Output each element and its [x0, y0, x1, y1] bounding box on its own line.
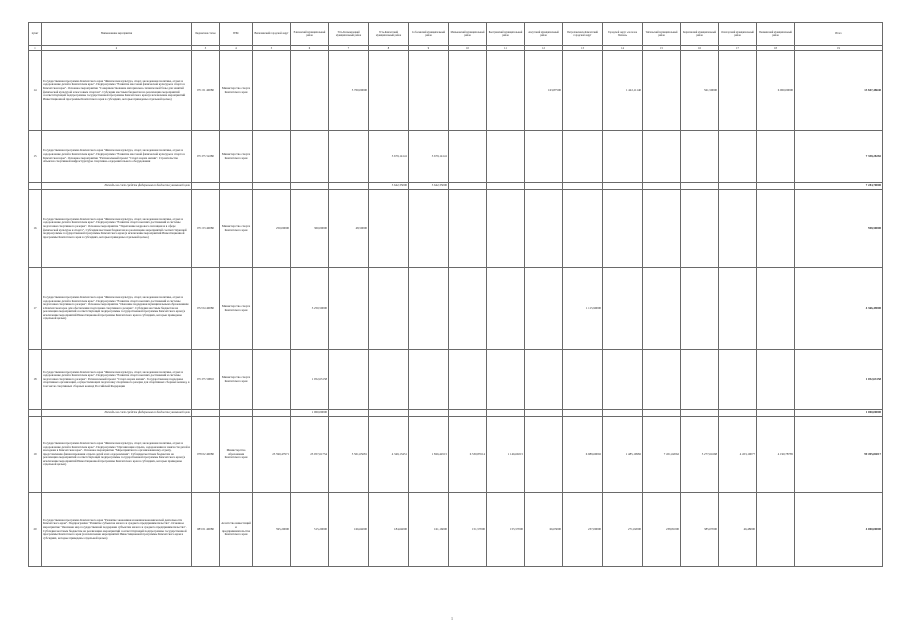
amount-cell	[369, 190, 409, 268]
description-cell: Государственная программа Камчатского края "Физическая культура, спорт, молодежная политика, отдых и оздоровление детей в Камчатском крае". Подпрограмма "Развитие спорта высших достижений и системы подготовки спортивного резерва". Основное мероприятие "Оказание поддержки муниципальным образованиям в Камчатском крае для обеспечения подготовки спортивного резерва". Субсидии местным бюджетам на реализацию мероприятий соответствующей подпрограммы государственной программы Камчатского края (в исключение мероприятий Инвестиционной программы Камчатского края в субсидиях, которые приведены отдельной целью)	[42, 268, 192, 350]
budget-code-cell: 078 02 40080	[192, 417, 220, 493]
amount-cell: 1 052,63158	[291, 350, 329, 410]
column-header: Быстринский муниципальный район	[487, 23, 525, 46]
amount-cell	[603, 268, 643, 350]
column-header: Итого	[795, 23, 883, 46]
column-header: Мильковский муниципальный район	[449, 23, 487, 46]
column-number: 1	[29, 46, 42, 51]
column-header: ГРБС	[220, 23, 253, 46]
amount-cell: 1 826,44515	[409, 417, 449, 493]
total-cell: 7 358,28282	[795, 131, 883, 183]
row-number-cell: 17	[29, 268, 42, 350]
amount-cell	[681, 410, 719, 417]
amount-cell	[757, 190, 795, 268]
amount-cell: 1 485,19982	[603, 417, 643, 493]
amount-cell	[643, 268, 681, 350]
grbs-cell	[220, 410, 253, 417]
amount-cell: 300,00000	[291, 190, 329, 268]
amount-cell	[291, 51, 329, 131]
amount-cell: 5 277,61668	[681, 417, 719, 493]
total-cell: 4 000,00000	[795, 493, 883, 567]
budget-code-cell: 071 03 40080	[192, 190, 220, 268]
amount-cell	[563, 410, 603, 417]
header-row	[29, 23, 883, 46]
amount-cell	[409, 190, 449, 268]
amount-cell: 5 501,65681	[329, 417, 369, 493]
amount-cell	[681, 350, 719, 410]
amount-cell	[757, 131, 795, 183]
amount-cell: 237,09000	[563, 493, 603, 567]
total-cell: 7 284,70000	[795, 183, 883, 190]
column-number: 15	[643, 46, 681, 51]
table-row	[29, 493, 883, 567]
row-number-cell: 19	[29, 417, 42, 493]
page-number: 1	[451, 616, 453, 621]
column-number: 14	[603, 46, 643, 51]
grbs-cell: Агентство инвестиций и предпринимательства Камчатского края	[220, 493, 253, 567]
column-number: 16	[681, 46, 719, 51]
amount-cell: 161,16000	[409, 493, 449, 567]
column-header: Бюджетная статья	[192, 23, 220, 46]
amount-cell	[409, 410, 449, 417]
column-number: 13	[563, 46, 603, 51]
amount-cell: 23 057,61754	[291, 417, 329, 493]
amount-cell	[525, 410, 563, 417]
amount-cell	[563, 183, 603, 190]
amount-cell	[409, 350, 449, 410]
column-header: Олюторский муниципальный район	[719, 23, 757, 46]
grbs-cell: Министерство спорта Камчатского края	[220, 51, 253, 131]
amount-cell: 6 989,69092	[563, 417, 603, 493]
grbs-cell: Министерство спорта Камчатского края	[220, 350, 253, 410]
amount-cell	[603, 410, 643, 417]
amount-cell: 155,57000	[487, 493, 525, 567]
row-number-cell: 14	[29, 51, 42, 131]
amount-cell	[487, 183, 525, 190]
total-cell: 598,50000	[795, 190, 883, 268]
column-number: 10	[449, 46, 487, 51]
amount-cell	[449, 51, 487, 131]
description-cell: Государственная программа Камчатского края "Физическая культура, спорт, молодежная политика, отдых и оздоровление детей в Камчатском крае". Подпрограмма "Организация отдыха, оздоровления и занятости детей и молодежи в Камчатском крае". Основное мероприятие "Мероприятия по организованному отдыху, представлению финансирования отдыха детей и их оздоровления". Субсидии местным бюджетам на реализацию мероприятий соответствующей подпрограммы государственной программы Камчатского края (в исключение мероприятий Инвестиционной программы Камчатского края в субсидиях, которые приведены отдельной целью)	[42, 417, 192, 493]
amount-cell: 46,48000	[719, 493, 757, 567]
column-number: 8	[369, 46, 409, 51]
amount-cell	[563, 131, 603, 183]
description-cell: Государственная программа Камчатского края "Физическая культура, спорт, молодежная политика, отдых и оздоровление детей в Камчатском крае". Подпрограмма "Развитие спорта высших достижений и системы подготовки спортивного резерва". Основное мероприятие "Укрепление кадрового потенциала в сфере физической культуры и спорта". Субсидии местным бюджетам на реализацию мероприятий соответствующей подпрограммы государственной программы Камчатского края (в исключение мероприятий Инвестиционной программы Камчатского края в субсидиях, которые приведены отдельной целью)	[42, 190, 192, 268]
column-header: Вилючинский городской округ	[253, 23, 291, 46]
column-number: 4	[220, 46, 253, 51]
amount-cell	[603, 183, 643, 190]
amount-cell	[525, 190, 563, 268]
amount-cell: 271,02000	[603, 493, 643, 567]
amount-cell: 184,64000	[369, 493, 409, 567]
amount-cell	[719, 410, 757, 417]
grbs-cell: Министерство образования Камчатского края	[220, 417, 253, 493]
amount-cell	[329, 183, 369, 190]
column-header: пункт	[29, 23, 42, 46]
amount-cell	[329, 350, 369, 410]
column-number: 17	[719, 46, 757, 51]
amount-cell	[757, 350, 795, 410]
amount-cell: 66,03000	[525, 493, 563, 567]
amount-cell: 4 453,19077	[719, 417, 757, 493]
amount-cell	[253, 350, 291, 410]
amount-cell: 1 146,60215	[487, 417, 525, 493]
amount-cell	[719, 190, 757, 268]
column-number: 6	[291, 46, 329, 51]
budget-code-cell: 071 P5 50810	[192, 350, 220, 410]
column-number: 12	[525, 46, 563, 51]
amount-cell	[329, 131, 369, 183]
amount-cell: 3 642,35000	[369, 183, 409, 190]
amount-cell	[681, 183, 719, 190]
amount-cell: 250,00000	[253, 190, 291, 268]
amount-cell	[757, 410, 795, 417]
amount-cell: 151,57000	[449, 493, 487, 567]
amount-cell	[369, 410, 409, 417]
budget-code-cell: 071 01 40080	[192, 51, 220, 131]
amount-cell: 561,50000	[681, 51, 719, 131]
amount-cell	[253, 131, 291, 183]
amount-cell	[643, 51, 681, 131]
amount-cell: 6 530,83514	[449, 417, 487, 493]
table-row	[29, 350, 883, 410]
grbs-cell: Министерство спорта Камчатского края	[220, 268, 253, 350]
amount-cell	[369, 51, 409, 131]
amount-cell	[253, 268, 291, 350]
amount-cell: 23 590,47971	[253, 417, 291, 493]
budget-code-cell	[192, 410, 220, 417]
amount-cell	[525, 183, 563, 190]
amount-cell: 3 679,14141	[369, 131, 409, 183]
amount-cell	[253, 51, 291, 131]
amount-cell: 515,20000	[291, 493, 329, 567]
column-header: Тигильский муниципальный район	[643, 23, 681, 46]
column-number: 5	[253, 46, 291, 51]
amount-cell	[409, 268, 449, 350]
amount-cell	[449, 410, 487, 417]
amount-cell	[525, 268, 563, 350]
amount-cell: 1 000,00000	[291, 410, 329, 417]
amount-cell: 3 250,50000	[291, 268, 329, 350]
grbs-cell	[220, 183, 253, 190]
subtotal-row	[29, 410, 883, 417]
amount-cell: 163,87500	[525, 51, 563, 131]
description-cell: Государственная программа Камчатского края "Физическая культура, спорт, молодежная политика, отдых и оздоровление детей в Камчатском крае". Подпрограмма "Развитие массовой физической культуры и спорта в Камчатском крае". Основное мероприятие "Совершенствование материально-технической базы для занятий физической культурой и массовым спортом". Субсидии местным бюджетам на реализацию мероприятий соответствующей подпрограммы государственной программы Камчатского края (в исключение мероприятий Инвестиционной программы Камчатского края в субсидиях, которые приведены отдельной целью)	[42, 51, 192, 131]
amount-cell	[719, 350, 757, 410]
row-number-cell	[29, 183, 42, 190]
subtotal-label: Расходы за счет средств федерального бюджета указанной цели	[42, 183, 192, 190]
column-number: 2	[42, 46, 192, 51]
row-number-cell: 15	[29, 131, 42, 183]
table-row	[29, 51, 883, 131]
total-cell: 1 000,00000	[795, 410, 883, 417]
column-number: 18	[757, 46, 795, 51]
amount-cell	[449, 131, 487, 183]
description-cell: Государственная программа Камчатского края "Развитие экономики и внешнеэкономической деятельности Камчатского края". Подпрограмма "Развитие субъектов малого и среднего предпринимательства". Основное мероприятие "Оказание мер государственной поддержки субъектам малого и среднего предпринимательства". Субсидии местным бюджетам на реализацию мероприятий соответствующей подпрограммы государственной программы Камчатского края (в исключение мероприятий Инвестиционной программы Камчатского края в субсидиях, которые приведены отдельной целью)	[42, 493, 192, 567]
table-row	[29, 131, 883, 183]
amount-cell	[369, 268, 409, 350]
amount-cell: 3 679,14141	[409, 131, 449, 183]
budget-code-cell: 071 P5 52280	[192, 131, 220, 183]
amount-cell: 1 115,99000	[563, 268, 603, 350]
budget-code-cell: 083 01 40080	[192, 493, 220, 567]
amount-cell	[719, 268, 757, 350]
grbs-cell: Министерство спорта Камчатского края	[220, 131, 253, 183]
amount-cell: 1 422,11140	[603, 51, 643, 131]
budget-table-sheet	[28, 22, 880, 567]
amount-cell: 6 000,00000	[757, 51, 795, 131]
total-cell: 99 495,84017	[795, 417, 883, 493]
column-number: 3	[192, 46, 220, 51]
amount-cell	[643, 183, 681, 190]
total-cell: 4 366,49000	[795, 268, 883, 350]
amount-cell	[563, 350, 603, 410]
amount-cell	[525, 131, 563, 183]
amount-cell	[563, 51, 603, 131]
grbs-cell: Министерство спорта Камчатского края	[220, 190, 253, 268]
budget-table	[28, 22, 883, 567]
column-header: Алеутский муниципальный район	[525, 23, 563, 46]
subtotal-row	[29, 183, 883, 190]
column-header: Елизовский муниципальный район	[291, 23, 329, 46]
column-header: Петропавловск-Камчатский городской округ	[563, 23, 603, 46]
amount-cell	[603, 190, 643, 268]
amount-cell	[603, 131, 643, 183]
amount-cell	[719, 183, 757, 190]
budget-code-cell: 072 04 40080	[192, 268, 220, 350]
table-row	[29, 268, 883, 350]
amount-cell	[525, 350, 563, 410]
total-cell: 13 847,48640	[795, 51, 883, 131]
table-row	[29, 190, 883, 268]
column-header: Усть-Камчатский муниципальный район	[369, 23, 409, 46]
column-number: 19	[795, 46, 883, 51]
amount-cell	[757, 493, 795, 567]
amount-cell: 3 642,35000	[409, 183, 449, 190]
row-number-cell	[29, 410, 42, 417]
amount-cell: 4 190,78785	[757, 417, 795, 493]
column-number: 11	[487, 46, 525, 51]
amount-cell	[719, 131, 757, 183]
column-header: Наименование мероприятия	[42, 23, 192, 46]
row-number-cell: 18	[29, 350, 42, 410]
amount-cell	[681, 268, 719, 350]
column-number: 7	[329, 46, 369, 51]
amount-cell	[681, 131, 719, 183]
table-row	[29, 417, 883, 493]
amount-cell	[329, 410, 369, 417]
amount-cell: 4 349,13451	[369, 417, 409, 493]
column-header: Городской округ «поселок Палана»	[603, 23, 643, 46]
amount-cell	[291, 183, 329, 190]
amount-cell	[409, 51, 449, 131]
amount-cell: 5 700,00000	[329, 51, 369, 131]
column-number: 9	[409, 46, 449, 51]
amount-cell	[681, 190, 719, 268]
amount-cell: 238,81000	[643, 493, 681, 567]
amount-cell	[757, 268, 795, 350]
amount-cell	[369, 350, 409, 410]
column-header: Карагинский муниципальный район	[681, 23, 719, 46]
amount-cell	[449, 183, 487, 190]
amount-cell: 595,20000	[253, 493, 291, 567]
amount-cell	[525, 417, 563, 493]
row-number-cell: 20	[29, 493, 42, 567]
column-header: Соболевский муниципальный район	[409, 23, 449, 46]
row-number-cell: 16	[29, 190, 42, 268]
amount-cell	[253, 183, 291, 190]
amount-cell	[603, 350, 643, 410]
amount-cell	[643, 350, 681, 410]
amount-cell	[487, 190, 525, 268]
amount-cell	[487, 410, 525, 417]
description-cell: Государственная программа Камчатского края "Физическая культура, спорт, молодежная политика, отдых и оздоровление детей в Камчатском крае". Подпрограмма "Развитие массовой физической культуры и спорта в Камчатском крае". Основное мероприятие "Региональный проект "Спорт-норма жизни". Строительство объектов спортивной инфраструктуры спортивно-оздоровительного оборудования	[42, 131, 192, 183]
amount-cell	[487, 350, 525, 410]
amount-cell	[757, 183, 795, 190]
amount-cell	[253, 410, 291, 417]
amount-cell	[291, 131, 329, 183]
description-cell: Государственная программа Камчатского края "Физическая культура, спорт, молодежная политика, отдых и оздоровление детей в Камчатском крае". Подпрограмма "Развитие спорта высших достижений и системы подготовки спортивного резерва". Региональный проект "Спорт-норма жизни". Государственная поддержка спортивных организаций, осуществляющих подготовку спортивного резерва для спортивных сборных команд, в том числе спортивных сборных команд Российской Федерации	[42, 350, 192, 410]
amount-cell	[643, 410, 681, 417]
amount-cell: 166,64000	[329, 493, 369, 567]
column-header: Пенжинский муниципальный район	[757, 23, 795, 46]
amount-cell	[563, 190, 603, 268]
amount-cell	[329, 268, 369, 350]
amount-cell	[487, 268, 525, 350]
amount-cell	[719, 51, 757, 131]
column-header: Усть-Большерецкий муниципальный район	[329, 23, 369, 46]
total-cell: 1 052,63158	[795, 350, 883, 410]
amount-cell	[643, 190, 681, 268]
amount-cell	[643, 131, 681, 183]
amount-cell: 48,50000	[329, 190, 369, 268]
subtotal-label: Расходы за счет средств федерального бюджета указанной цели	[42, 410, 192, 417]
amount-cell	[487, 131, 525, 183]
amount-cell	[449, 268, 487, 350]
budget-code-cell	[192, 183, 220, 190]
amount-cell: 385,07000	[681, 493, 719, 567]
amount-cell	[449, 190, 487, 268]
amount-cell	[449, 350, 487, 410]
amount-cell: 7 451,62062	[643, 417, 681, 493]
amount-cell	[487, 51, 525, 131]
